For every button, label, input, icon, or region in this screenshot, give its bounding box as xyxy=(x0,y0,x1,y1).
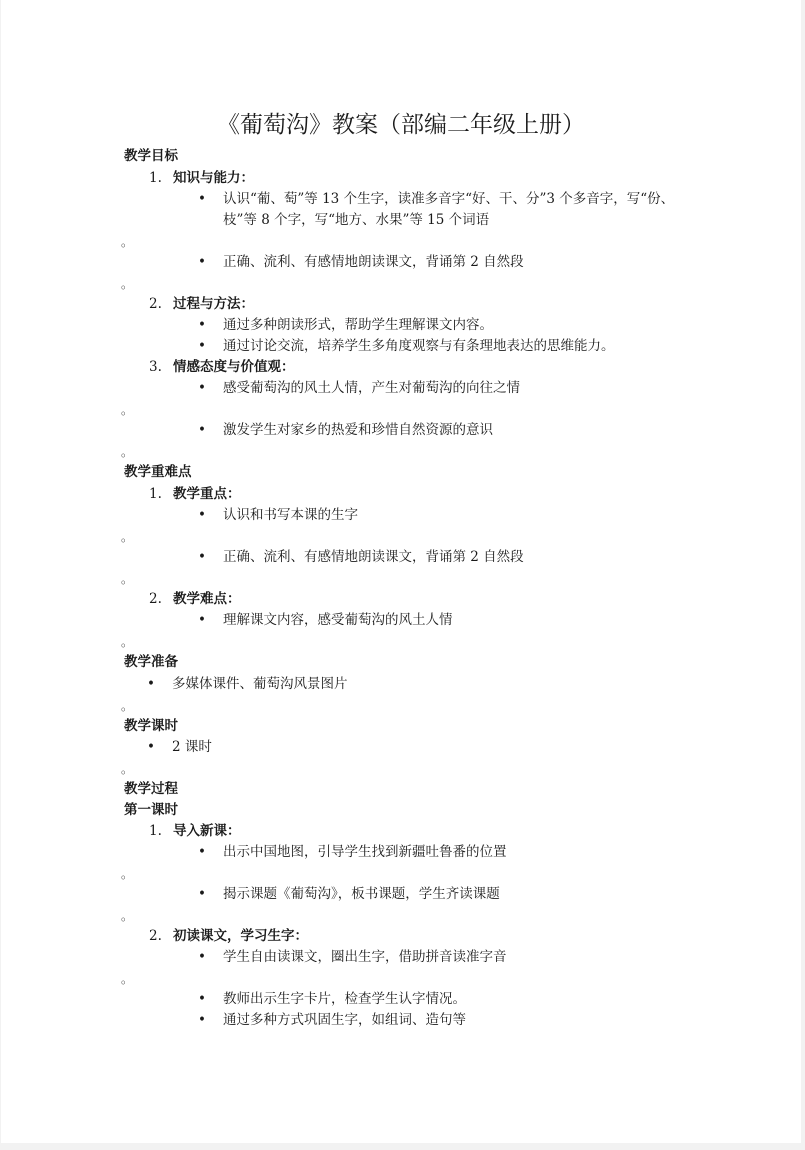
stray-period: 。 xyxy=(121,635,134,649)
bullet-item: • 通过多种方式巩固生字，如组词、造句等 xyxy=(198,1012,466,1028)
bullet-item: • 认识“葡、萄”等 13 个生字，读准多音字“好、干、分”3 个多音字，写“份、 xyxy=(198,191,675,207)
stray-period: 。 xyxy=(121,762,134,776)
bullet-item: • 多媒体课件、葡萄沟风景图片 xyxy=(147,676,348,692)
section-heading-hours: 教学课时 xyxy=(124,718,178,734)
numbered-item: 2. 教学难点： xyxy=(149,591,241,607)
bullet-item: • 2 课时 xyxy=(147,739,212,755)
numbered-item: 2. 初读课文，学习生字： xyxy=(149,928,308,944)
stray-period: 。 xyxy=(121,445,134,459)
section-heading-keypoints: 教学重难点 xyxy=(124,464,192,480)
document-title: 《葡萄沟》教案（部编二年级上册） xyxy=(217,112,585,138)
stray-period: 。 xyxy=(121,530,134,544)
section-heading-process: 教学过程 xyxy=(124,781,178,797)
numbered-item: 1. 导入新课： xyxy=(149,823,241,839)
subsection-heading: 第一课时 xyxy=(124,802,178,818)
section-heading-objectives: 教学目标 xyxy=(124,148,178,164)
stray-period: 。 xyxy=(121,235,134,249)
stray-period: 。 xyxy=(121,867,134,881)
stray-period: 。 xyxy=(121,972,134,986)
numbered-item: 1. 知识与能力： xyxy=(149,170,254,186)
stray-period: 。 xyxy=(121,277,134,291)
bullet-item: • 出示中国地图，引导学生找到新疆吐鲁番的位置 xyxy=(198,844,507,860)
document-page xyxy=(1,0,801,1143)
bullet-item: • 学生自由读课文，圈出生字，借助拼音读准字音 xyxy=(198,949,507,965)
bullet-item: • 教师出示生字卡片，检查学生认字情况。 xyxy=(198,991,466,1007)
section-heading-prep: 教学准备 xyxy=(124,654,178,670)
bullet-item: • 揭示课题《葡萄沟》，板书课题，学生齐读课题 xyxy=(198,886,500,902)
bullet-item: • 正确、流利、有感情地朗读课文，背诵第 2 自然段 xyxy=(198,254,524,270)
bullet-item: • 认识和书写本课的生字 xyxy=(198,507,358,523)
bullet-item: • 感受葡萄沟的风土人情，产生对葡萄沟的向往之情 xyxy=(198,380,520,396)
stray-period: 。 xyxy=(121,403,134,417)
bullet-item-continuation: 枝”等 8 个字，写“地方、水果”等 15 个词语 xyxy=(223,212,490,228)
numbered-item: 3. 情感态度与价值观： xyxy=(149,359,295,375)
stray-period: 。 xyxy=(121,909,134,923)
stray-period: 。 xyxy=(121,572,134,586)
bullet-item: • 通过讨论交流，培养学生多角度观察与有条理地表达的思维能力。 xyxy=(198,338,615,354)
numbered-item: 2. 过程与方法： xyxy=(149,296,254,312)
bullet-item: • 通过多种朗读形式，帮助学生理解课文内容。 xyxy=(198,317,493,333)
bullet-item: • 理解课文内容，感受葡萄沟的风土人情 xyxy=(198,612,453,628)
bullet-item: • 正确、流利、有感情地朗读课文，背诵第 2 自然段 xyxy=(198,549,524,565)
stray-period: 。 xyxy=(121,699,134,713)
numbered-item: 1. 教学重点： xyxy=(149,486,241,502)
bullet-item: • 激发学生对家乡的热爱和珍惜自然资源的意识 xyxy=(198,422,493,438)
